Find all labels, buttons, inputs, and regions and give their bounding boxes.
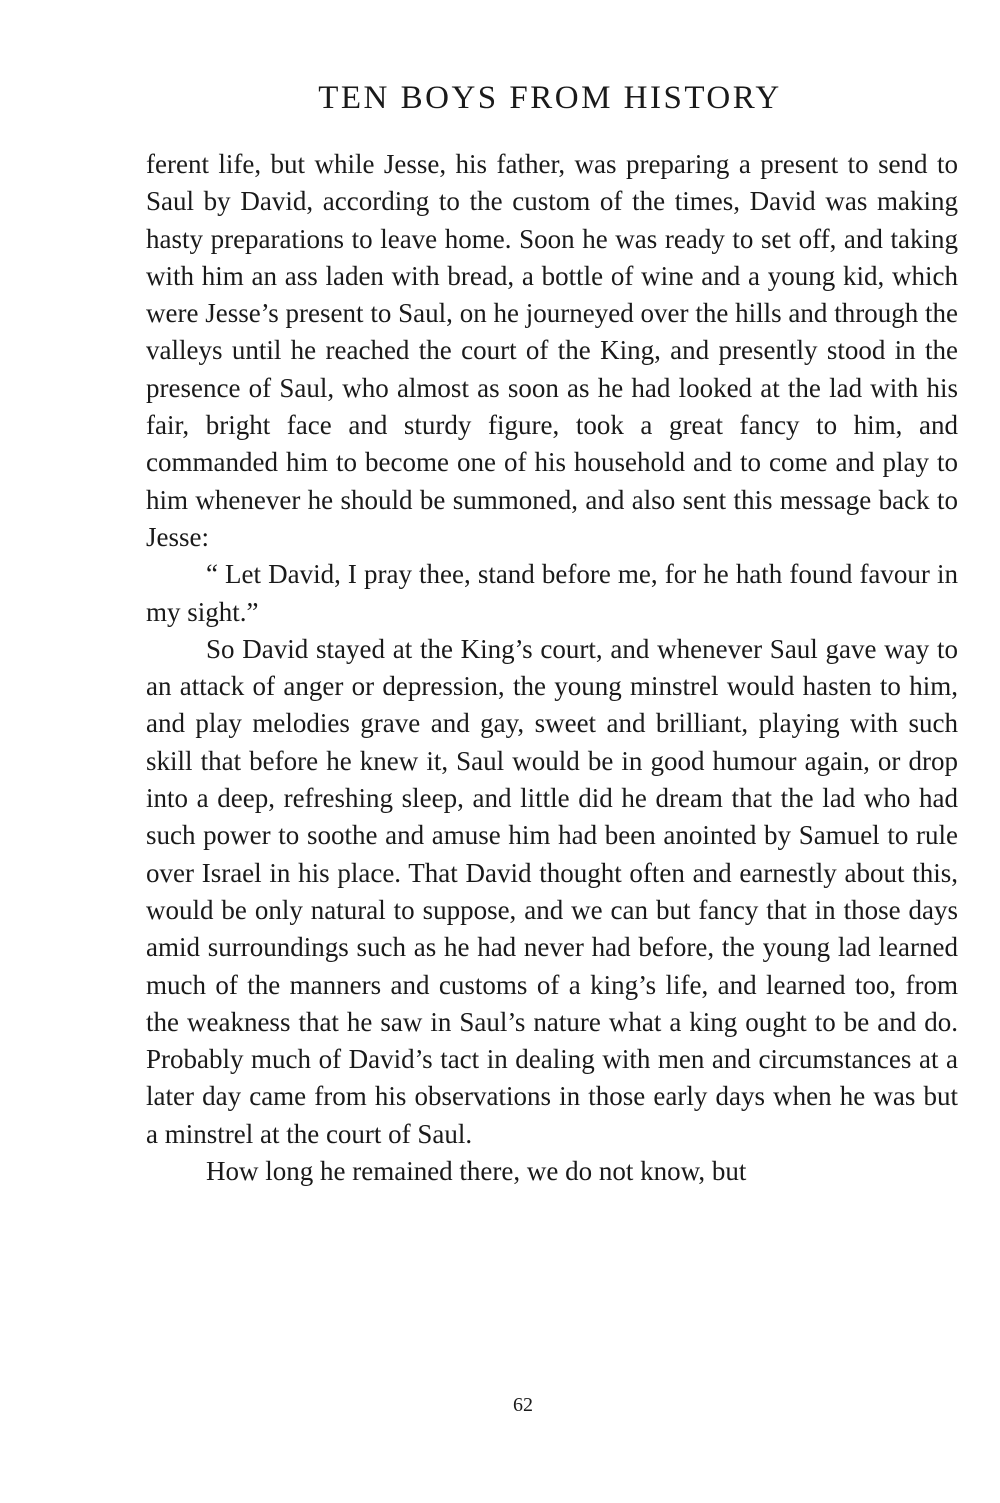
paragraph-how-long: How long he remained there, we do not know, but xyxy=(206,1156,747,1187)
page-number: 62 xyxy=(513,1394,533,1416)
paragraph-continued: ferent life, but while Jesse, his father, was preparing a present to send to Saul by David, according to the custom of the times, David was making hasty preparations to leave home. Soon he was ready to set off, and taking with him an ass laden with bread, a bottle of wine and a young kid, which were Jesse’s present to Saul, on he journeyed over the hills and through the valleys until he reached the court of the King, and presently stood in the presence of Saul, who almost as soon as he had looked at the lad with his fair, bright face and sturdy figure, took a great fancy to him, and commanded him to become one of his household and to come and play to him whenever he should be summoned, and also sent this message back to Jesse: xyxy=(146,149,958,552)
running-head: TEN BOYS FROM HISTORY xyxy=(318,80,782,116)
paragraph-quote: “ Let David, I pray thee, stand before me, for he hath found favour in my sight.” xyxy=(146,559,958,627)
page-body xyxy=(146,146,958,1190)
paragraph-court: So David stayed at the King’s court, and whenever Saul gave way to an attack of anger or depression, the young minstrel would hasten to him, and play melodies grave and gay, sweet and brilliant, playing with such skill that before he knew it, Saul would be in good humour again, or drop into a deep, refreshing sleep, and little did he dream that the lad who had such power to soothe and amuse him had been anointed by Samuel to rule over Israel in his place. That David thought often and earnestly about this, would be only natural to suppose, and we can but fancy that in those days amid surroundings such as he had never had before, the young lad learned much of the manners and customs of a king’s life, and learned too, from the weakness that he saw in Saul’s nature what a king ought to be and do. Probably much of David’s tact in dealing with men and circumstances at a later day came from his observations in those early days when he was but a minstrel at the court of Saul. xyxy=(146,633,958,1149)
